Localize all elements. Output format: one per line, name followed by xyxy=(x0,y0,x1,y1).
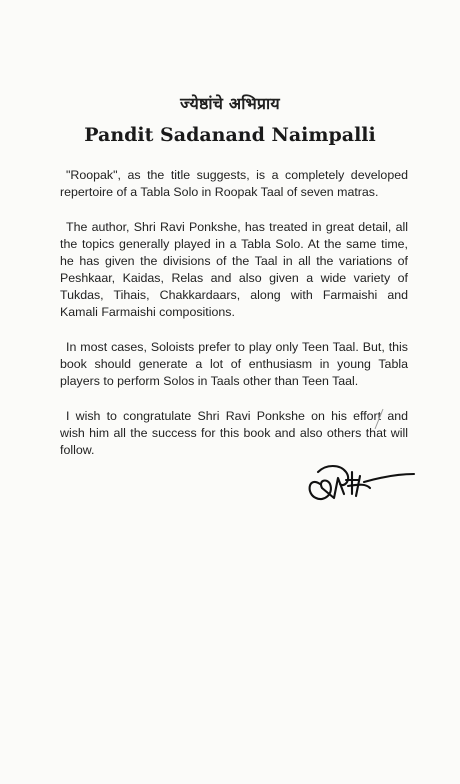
section-heading-devanagari: ज्येष्ठांचे अभिप्राय xyxy=(180,94,280,113)
body-text xyxy=(60,167,408,477)
author-title: Pandit Sadanand Naimpalli xyxy=(84,124,376,146)
scan-mark-icon xyxy=(372,408,386,430)
paragraph-4: I wish to congratulate Shri Ravi Ponkshe on his effort and wish him all the success for this book and also others that will follow. xyxy=(60,409,408,457)
signature-icon xyxy=(300,454,418,508)
paragraph-3: In most cases, Soloists prefer to play only Teen Taal. But, this book should generate a lot of enthusiasm in young Tabla players to perform Solos in Taals other than Teen Taal. xyxy=(60,340,408,388)
paragraph-1: "Roopak", as the title suggests, is a completely developed repertoire of a Tabla Solo in Roopak Taal of seven matras. xyxy=(60,168,408,199)
paragraph-2: The author, Shri Ravi Ponkshe, has treated in great detail, all the topics generally played in a Tabla Solo. At the same time, he has given the divisions of the Taal in all the variations of Peshkaar, Kaidas, Relas and also given a wide variety of Tukdas, Tihais, Chakkardaars, along with Farmaishi and Kamali Farmaishi compositions. xyxy=(60,220,408,319)
